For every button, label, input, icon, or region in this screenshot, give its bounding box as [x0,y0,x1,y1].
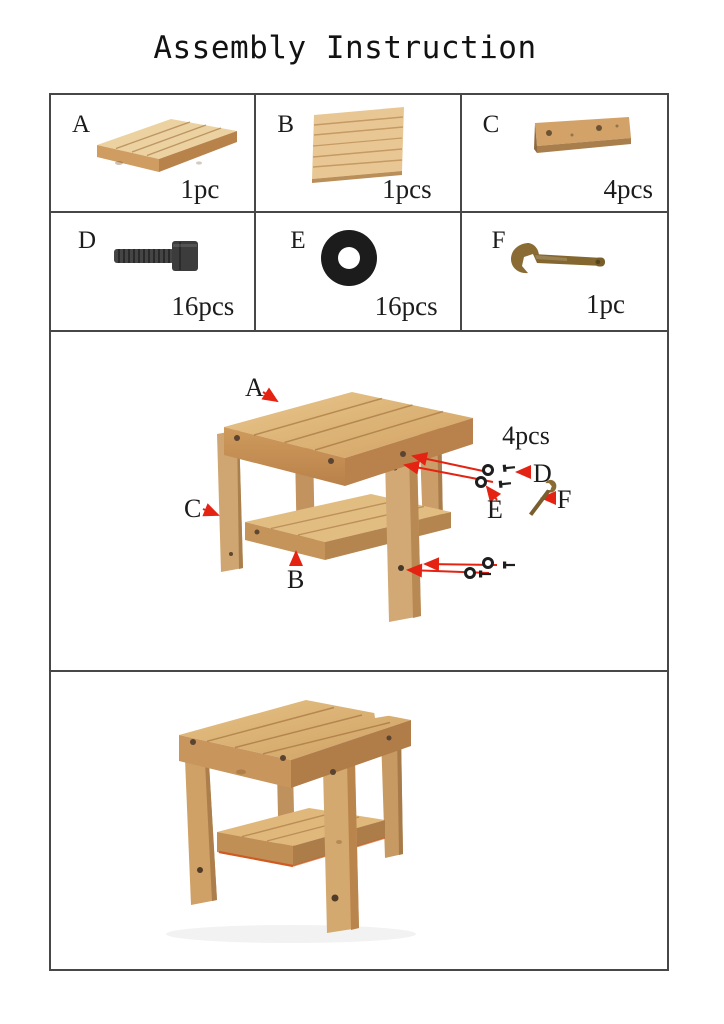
part-qty-b: 1pcs [382,173,432,204]
wrench-icon [507,235,612,279]
wood-leg-icon [527,113,637,161]
part-cell-b [256,95,461,213]
part-cell-c [462,95,667,213]
diagram-label-b: B [287,565,305,594]
part-qty-d: 16pcs [171,291,235,321]
page-title: Assembly Instruction [153,30,537,66]
diagram-label-a: A [245,373,264,402]
part-label-c: C [482,111,500,138]
part-qty-f: 1pc [586,289,625,319]
part-label-f: F [491,226,506,254]
part-qty-a: 1pc [180,173,220,204]
tabletop-panel-icon [89,111,244,189]
assembly-diagram-panel [49,332,669,672]
parts-table [49,93,669,332]
diagram-label-c: C [184,494,202,523]
part-qty-c: 4pcs [603,173,653,204]
diagram-label-f: F [557,485,572,514]
diagram-label-e: E [487,495,503,524]
part-qty-e: 16pcs [374,291,438,321]
part-label-b: B [277,111,295,138]
part-cell-f [462,213,667,331]
diagram-label-d: D [533,459,552,488]
part-label-d: D [78,226,97,254]
corner-sticker [373,699,405,718]
part-cell-e [256,213,461,331]
part-label-a: A [72,111,91,138]
part-label-e: E [290,226,306,254]
part-cell-a [51,95,256,213]
diagram-legs-qty: 4pcs [502,421,550,450]
washer-icon [318,227,380,289]
exploded-view-drawing [51,332,667,668]
part-cell-d [51,213,256,331]
assembled-table-drawing [51,672,667,967]
hex-bolt-icon [106,235,206,277]
finished-product-panel [49,672,669,971]
